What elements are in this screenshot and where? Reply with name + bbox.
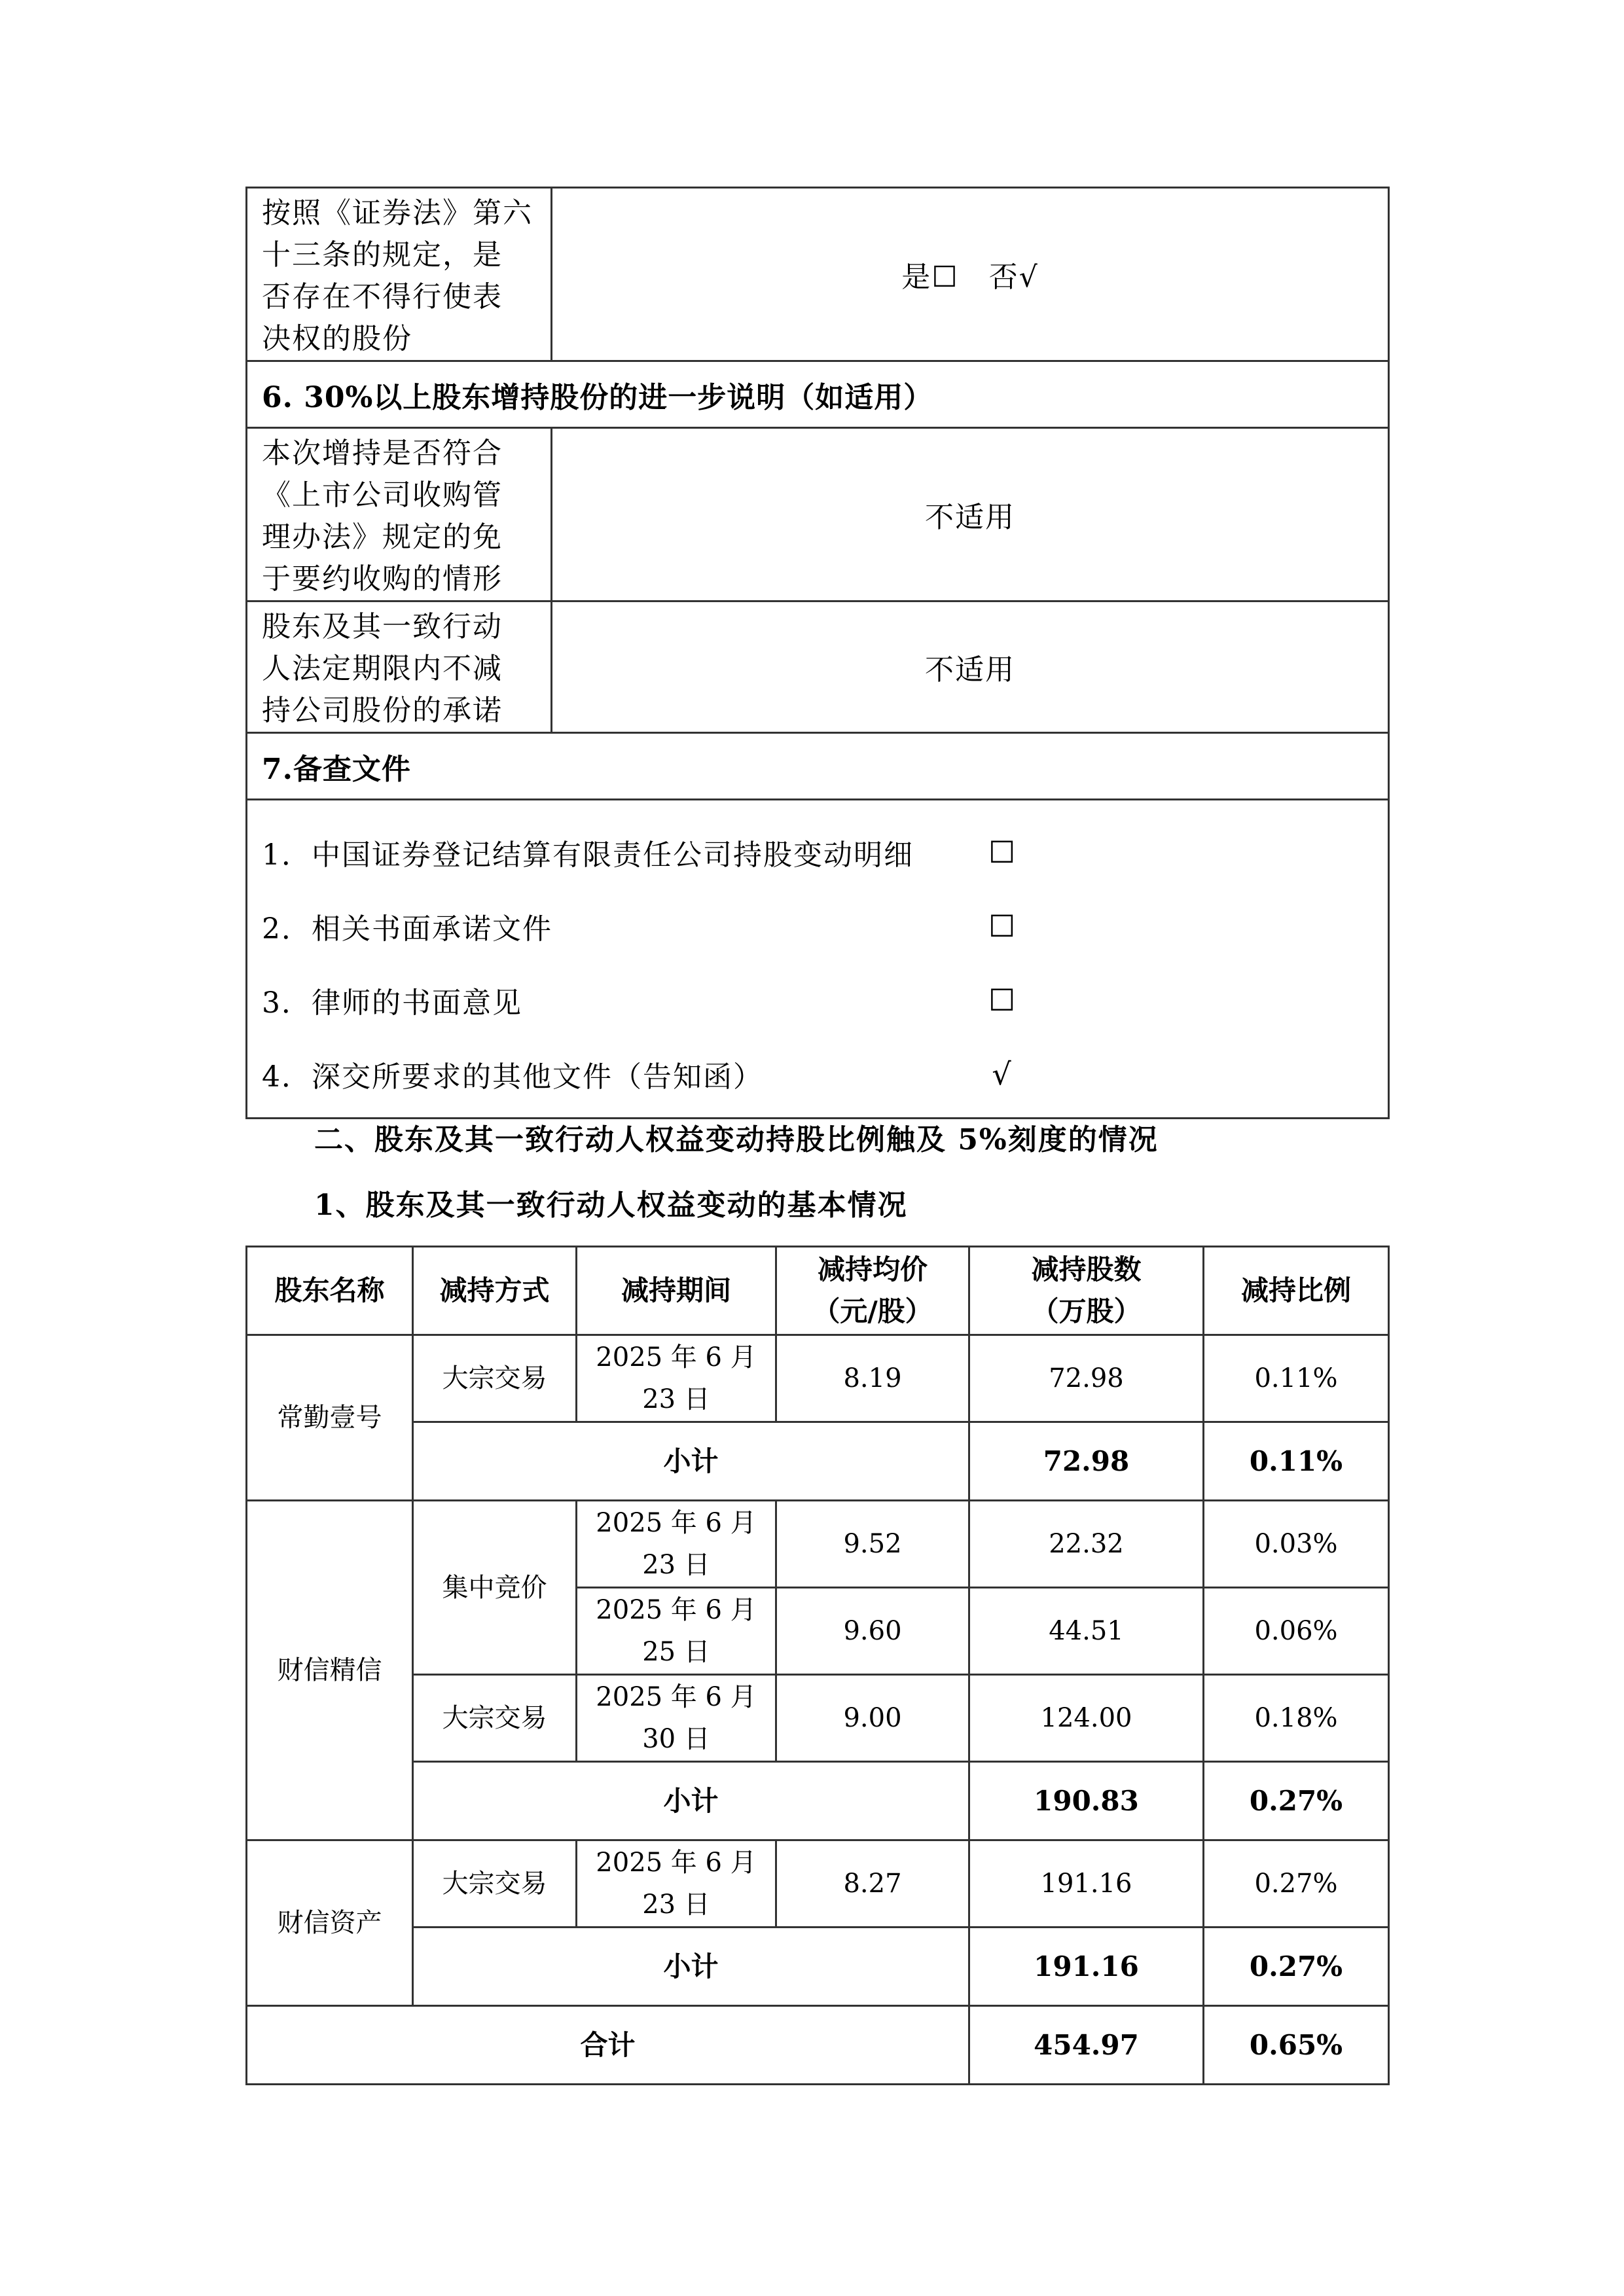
total-ratio: 0.65% [1204, 2006, 1389, 2085]
avg-price: 8.19 [776, 1335, 969, 1422]
period-line1: 2025 年 6 月 [596, 1595, 757, 1625]
header-avg-price [776, 1247, 969, 1335]
total-label: 合计 [247, 2006, 969, 2085]
table-row [247, 1501, 1389, 1588]
holder-name: 常勤壹号 [247, 1335, 413, 1501]
question-line: 持公司股份的承诺 [262, 694, 503, 727]
question-line: 于要约收购的情形 [262, 562, 503, 596]
ratio: 0.18% [1204, 1675, 1389, 1762]
period-line2: 23 日 [642, 1890, 710, 1920]
ratio: 0.11% [1204, 1335, 1389, 1422]
exemption-answer: 不适用 [552, 428, 1389, 601]
holder-name: 财信精信 [247, 1501, 413, 1840]
header-shares-line1: 减持股数 [1031, 1253, 1142, 1285]
period-line2: 25 日 [642, 1637, 710, 1667]
header-method: 减持方式 [413, 1247, 577, 1335]
reduction-period [577, 1335, 776, 1422]
subtotal-ratio: 0.27% [1204, 1762, 1389, 1840]
voting-rights-answer: 是☐ 否√ [552, 188, 1389, 361]
question-line: 人法定期限内不减 [262, 652, 503, 685]
subtotal-row [247, 1928, 1389, 2006]
avg-price: 9.60 [776, 1588, 969, 1675]
file-item [262, 815, 1388, 889]
reduction-period [577, 1675, 776, 1762]
checkbox-icon: ☐ [988, 908, 1016, 944]
ratio: 0.03% [1204, 1501, 1389, 1588]
file-label: 1．中国证券登记结算有限责任公司持股变动明细 [262, 838, 914, 872]
subtotal-row [247, 1762, 1389, 1840]
header-ratio: 减持比例 [1204, 1247, 1389, 1335]
avg-price: 8.27 [776, 1840, 969, 1928]
question-line: 否存在不得行使表 [262, 280, 503, 314]
avg-price: 9.52 [776, 1501, 969, 1588]
reduction-period [577, 1840, 776, 1928]
subtotal-shares: 72.98 [969, 1422, 1204, 1501]
question-line: 本次增持是否符合 [262, 437, 503, 470]
total-row [247, 2006, 1389, 2085]
period-line1: 2025 年 6 月 [596, 1682, 757, 1712]
file-item [262, 963, 1388, 1037]
shares: 191.16 [969, 1840, 1204, 1928]
question-line: 决权的股份 [262, 322, 412, 355]
subtotal-ratio: 0.27% [1204, 1928, 1389, 2006]
period-line1: 2025 年 6 月 [596, 1848, 757, 1878]
period-line1: 2025 年 6 月 [596, 1342, 757, 1372]
question-line: 股东及其一致行动 [262, 610, 503, 643]
commitment-answer: 不适用 [552, 601, 1389, 733]
checkmark-icon: √ [992, 1056, 1011, 1092]
files-row [247, 800, 1389, 1119]
table-header-row [247, 1247, 1389, 1335]
file-item [262, 1037, 1388, 1111]
question-line: 十三条的规定，是 [262, 238, 503, 272]
section-7-row [247, 733, 1389, 800]
subtotal-label: 小计 [413, 1422, 969, 1501]
header-shares [969, 1247, 1204, 1335]
holder-name: 财信资产 [247, 1840, 413, 2006]
section-6-title: 6. 30%以上股东增持股份的进一步说明（如适用） [247, 361, 1389, 428]
period-line2: 23 日 [642, 1550, 710, 1580]
shares: 124.00 [969, 1675, 1204, 1762]
header-holder-name: 股东名称 [247, 1247, 413, 1335]
file-label: 4．深交所要求的其他文件（告知函） [262, 1060, 763, 1094]
ratio: 0.27% [1204, 1840, 1389, 1928]
table-row [247, 1840, 1389, 1928]
checkbox-icon: ☐ [988, 982, 1016, 1018]
shares: 44.51 [969, 1588, 1204, 1675]
commitment-row [247, 601, 1389, 733]
total-shares: 454.97 [969, 2006, 1204, 2085]
voting-rights-row [247, 188, 1389, 361]
file-label: 2．相关书面承诺文件 [262, 912, 552, 946]
shares: 72.98 [969, 1335, 1204, 1422]
subtotal-shares: 190.83 [969, 1762, 1204, 1840]
subtotal-ratio: 0.11% [1204, 1422, 1389, 1501]
reduction-table [245, 1246, 1390, 2085]
reduction-period [577, 1501, 776, 1588]
exemption-question [247, 428, 552, 601]
shares: 22.32 [969, 1501, 1204, 1588]
reduction-period [577, 1588, 776, 1675]
subtotal-row [247, 1422, 1389, 1501]
header-period: 减持期间 [577, 1247, 776, 1335]
reduction-method: 大宗交易 [413, 1335, 577, 1422]
file-label: 3．律师的书面意见 [262, 986, 522, 1020]
avg-price: 9.00 [776, 1675, 969, 1762]
subtotal-label: 小计 [413, 1762, 969, 1840]
period-line2: 23 日 [642, 1384, 710, 1414]
table-row [247, 1335, 1389, 1422]
header-avg-price-line2: （元/股） [812, 1295, 933, 1327]
commitment-question [247, 601, 552, 733]
section-heading-2: 二、股东及其一致行动人权益变动持股比例触及 5%刻度的情况 [314, 1123, 1159, 1157]
section-heading-2-1: 1、股东及其一致行动人权益变动的基本情况 [314, 1189, 908, 1222]
question-line: 理办法》规定的免 [262, 520, 503, 554]
disclosure-table [245, 187, 1390, 1119]
exemption-row [247, 428, 1389, 601]
reduction-method: 大宗交易 [413, 1675, 577, 1762]
section-7-title: 7.备查文件 [247, 733, 1389, 800]
file-item [262, 889, 1388, 963]
header-shares-line2: （万股） [1031, 1295, 1142, 1327]
header-avg-price-line1: 减持均价 [817, 1253, 928, 1285]
reduction-method: 集中竞价 [413, 1501, 577, 1675]
subtotal-shares: 191.16 [969, 1928, 1204, 2006]
period-line2: 30 日 [642, 1724, 710, 1754]
question-line: 按照《证券法》第六 [262, 196, 533, 230]
voting-rights-question [247, 188, 552, 361]
question-line: 《上市公司收购管 [262, 478, 503, 512]
subtotal-label: 小计 [413, 1928, 969, 2006]
reduction-method: 大宗交易 [413, 1840, 577, 1928]
file-list [247, 800, 1389, 1119]
checkbox-icon: ☐ [988, 834, 1016, 870]
table-row [247, 1675, 1389, 1762]
section-6-row [247, 361, 1389, 428]
period-line1: 2025 年 6 月 [596, 1508, 757, 1538]
ratio: 0.06% [1204, 1588, 1389, 1675]
